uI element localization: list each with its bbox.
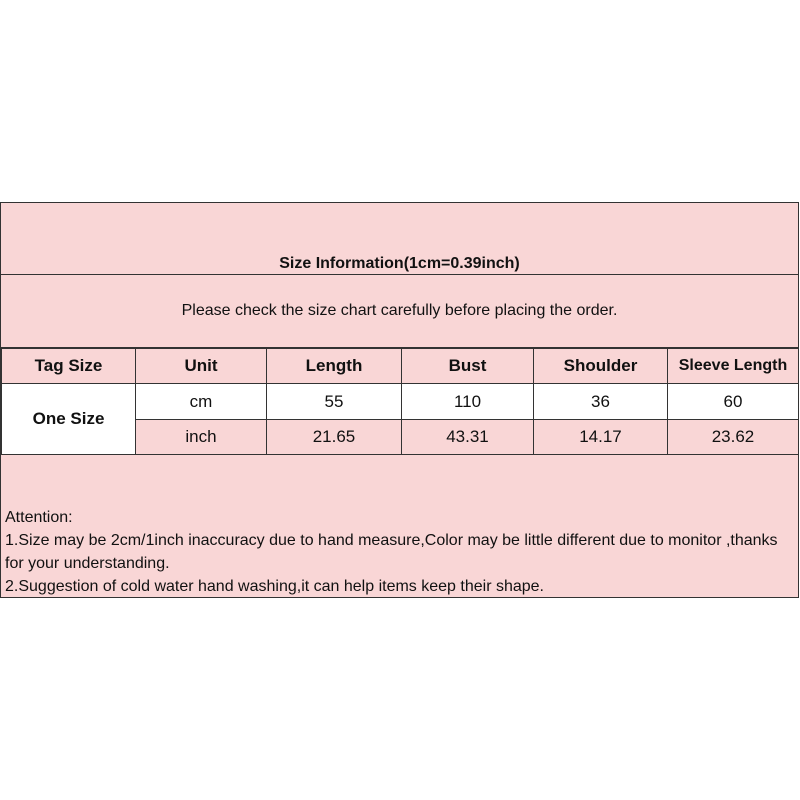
header-shoulder: Shoulder — [534, 349, 668, 384]
tag-size-cell: One Size — [2, 384, 136, 455]
length-cell: 55 — [267, 384, 402, 420]
header-unit: Unit — [136, 349, 267, 384]
header-bust: Bust — [402, 349, 534, 384]
size-table — [1, 348, 799, 455]
attention-line-2: 2.Suggestion of cold water hand washing,it can help items keep their shape. — [5, 578, 544, 595]
header-tag-size: Tag Size — [2, 349, 136, 384]
size-check-notice: Please check the size chart carefully before placing the order. — [181, 302, 618, 319]
title-row — [1, 203, 798, 275]
unit-cell: inch — [136, 420, 267, 455]
attention-line-1: 1.Size may be 2cm/1inch inaccuracy due to hand measure,Color may be little different due to monitor ,thanks for your understanding. — [5, 532, 778, 572]
size-chart — [0, 202, 799, 598]
shoulder-cell: 36 — [534, 384, 668, 420]
header-length: Length — [267, 349, 402, 384]
length-cell: 21.65 — [267, 420, 402, 455]
unit-cell: cm — [136, 384, 267, 420]
attention-heading: Attention: — [5, 509, 73, 526]
sleeve-length-cell: 60 — [668, 384, 799, 420]
bust-cell: 110 — [402, 384, 534, 420]
attention-notes — [5, 506, 795, 598]
shoulder-cell: 14.17 — [534, 420, 668, 455]
notice-row — [1, 275, 798, 348]
table-header-row — [2, 349, 799, 384]
header-sleeve-length: Sleeve Length — [668, 349, 799, 384]
sleeve-length-cell: 23.62 — [668, 420, 799, 455]
bust-cell: 43.31 — [402, 420, 534, 455]
size-info-title: Size Information(1cm=0.39inch) — [279, 255, 520, 272]
table-row — [2, 384, 799, 420]
